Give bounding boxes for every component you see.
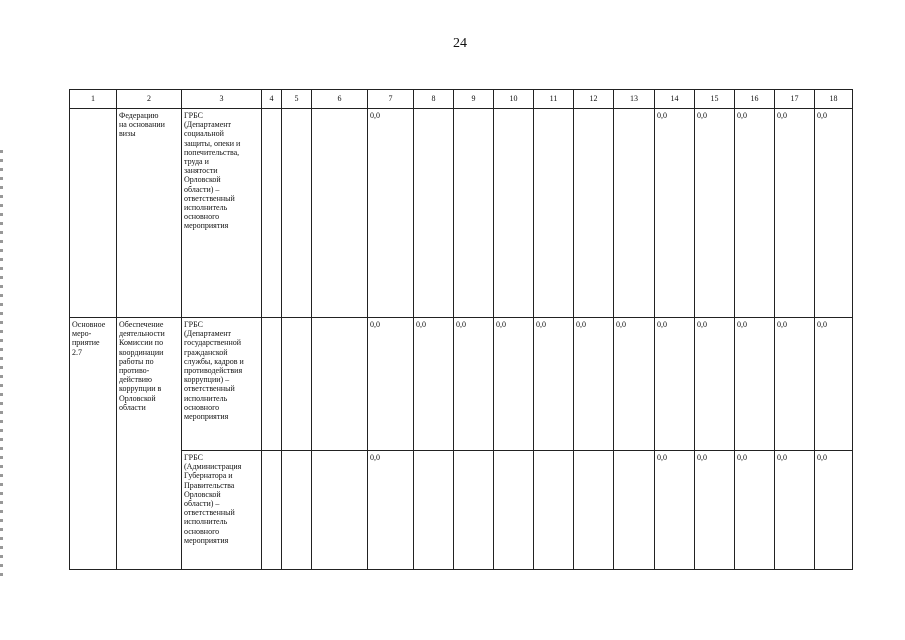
column-header: 14 [655,90,695,109]
column-header: 3 [182,90,262,109]
column-header: 10 [494,90,534,109]
value-cell: 0,0 [815,318,853,451]
value-cell [494,109,534,318]
value-cell: 0,0 [735,451,775,570]
value-cell: 0,0 [574,318,614,451]
value-cell [312,318,368,451]
value-cell: 0,0 [735,109,775,318]
value-cell: 0,0 [454,318,494,451]
value-cell: 0,0 [414,318,454,451]
value-cell [282,109,312,318]
value-cell: 0,0 [735,318,775,451]
value-cell [534,451,574,570]
executor-cell: ГРБС (Департамент социальной защиты, опеки и попечительства, труда и занятости Орловской области) – ответственный исполнитель основного мероприятия [182,109,262,318]
executor-cell: ГРБС (Департамент государственной гражданской службы, кадров и противодействия коррупции) – ответственный исполнитель основного мероприятия [182,318,262,451]
column-header: 11 [534,90,574,109]
column-header: 7 [368,90,414,109]
value-cell [262,318,282,451]
page-number: 24 [453,36,467,51]
column-header: 12 [574,90,614,109]
value-cell: 0,0 [655,109,695,318]
value-cell [614,109,655,318]
value-cell [534,109,574,318]
column-header: 8 [414,90,454,109]
scan-edge-artifact [0,150,3,580]
value-cell: 0,0 [368,109,414,318]
value-cell [312,109,368,318]
column-header: 1 [70,90,117,109]
column-header: 2 [117,90,182,109]
value-cell: 0,0 [494,318,534,451]
value-cell [262,109,282,318]
value-cell [414,109,454,318]
value-cell [282,451,312,570]
column-header: 18 [815,90,853,109]
value-cell: 0,0 [815,451,853,570]
value-cell: 0,0 [695,318,735,451]
value-cell [312,451,368,570]
column-header: 16 [735,90,775,109]
value-cell [282,318,312,451]
value-cell [454,109,494,318]
value-cell: 0,0 [614,318,655,451]
column-header: 6 [312,90,368,109]
value-cell: 0,0 [775,109,815,318]
column-header: 13 [614,90,655,109]
value-cell: 0,0 [695,451,735,570]
column-header: 5 [282,90,312,109]
measure-cell [70,109,117,318]
value-cell [494,451,534,570]
value-cell: 0,0 [368,451,414,570]
value-cell: 0,0 [775,318,815,451]
value-cell: 0,0 [695,109,735,318]
column-header: 4 [262,90,282,109]
value-cell [454,451,494,570]
column-header: 17 [775,90,815,109]
value-cell: 0,0 [534,318,574,451]
value-cell [574,451,614,570]
table-row [70,318,853,451]
value-cell [262,451,282,570]
value-cell: 0,0 [655,451,695,570]
executor-cell: ГРБС (Администрация Губернатора и Правительства Орловской области) – ответственный исполнитель основного мероприятия [182,451,262,570]
program-table [69,89,853,570]
column-header: 15 [695,90,735,109]
measure-cell: Основное меро- приятие 2.7 [70,318,117,570]
table-row [70,109,853,318]
value-cell: 0,0 [775,451,815,570]
column-header: 9 [454,90,494,109]
measure-name-cell: Обеспечение деятельности Комиссии по координации работы по противо- действию коррупции в Орловской области [117,318,182,570]
value-cell: 0,0 [655,318,695,451]
value-cell [614,451,655,570]
value-cell [414,451,454,570]
column-number-row [70,90,853,109]
value-cell: 0,0 [815,109,853,318]
value-cell: 0,0 [368,318,414,451]
measure-name-cell: Федерацию на основании визы [117,109,182,318]
table-row [70,451,853,570]
value-cell [574,109,614,318]
